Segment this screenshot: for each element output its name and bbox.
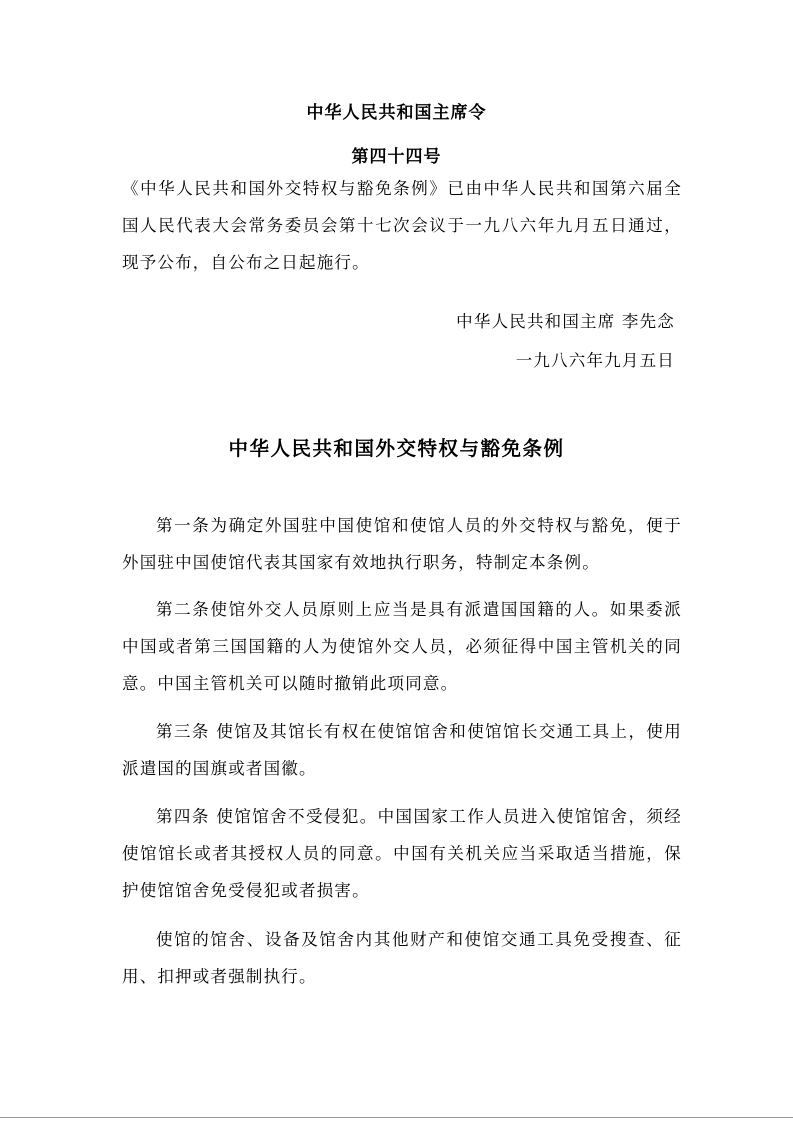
article-1: 第一条为确定外国驻中国使馆和使馆人员的外交特权与豁免，便于外国驻中国使馆代表其国家有效地执行职务，特制定本条例。 xyxy=(122,516,682,572)
decree-number: 第四十四号 xyxy=(351,147,442,167)
decree-body: 《中华人民共和国外交特权与豁免条例》已由中华人民共和国第六届全国人民代表大会常务委员会第十七次会议于一九八六年九月五日通过，现予公布，自公布之日起施行。 xyxy=(122,179,682,272)
decree-title: 中华人民共和国主席令 xyxy=(306,103,487,123)
article-4: 第四条 使馆馆舍不受侵犯。中国国家工作人员进入使馆馆舍，须经使馆馆长或者其授权人员的同意。中国有关机关应当采取适当措施，保护使馆馆舍免受侵犯或者损害。 xyxy=(122,807,682,900)
regulation-title: 中华人民共和国外交特权与豁免条例 xyxy=(228,437,565,460)
article-2: 第二条使馆外交人员原则上应当是具有派遣国国籍的人。如果委派中国或者第三国国籍的人为使馆外交人员，必须征得中国主管机关的同意。中国主管机关可以随时撤销此项同意。 xyxy=(122,600,682,693)
decree-signer: 中华人民共和国主席 李先念 xyxy=(456,312,675,331)
article-4-paragraph-2: 使馆的馆舍、设备及馆舍内其他财产和使馆交通工具免受搜查、征用、扣押或者强制执行。 xyxy=(122,930,682,986)
page-bottom-divider xyxy=(0,1117,793,1118)
article-3: 第三条 使馆及其馆长有权在使馆馆舍和使馆馆长交通工具上，使用派遣国的国旗或者国徽。 xyxy=(122,722,682,778)
decree-date: 一九八六年九月五日 xyxy=(515,351,675,370)
